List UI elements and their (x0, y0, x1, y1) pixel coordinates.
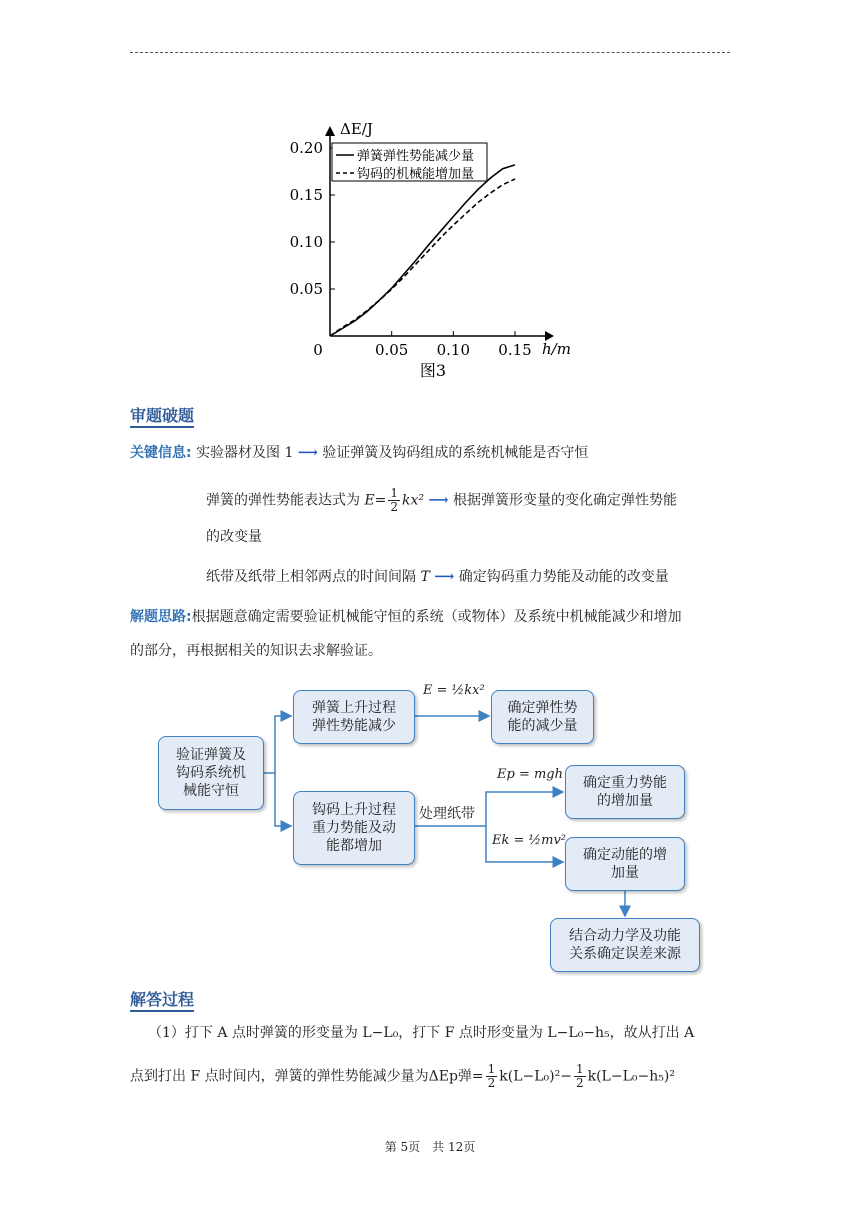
flow-box-hook: 钩码上升过程 重力势能及动 能都增加 (293, 791, 415, 865)
y-tick-label: 0.05 (289, 280, 323, 298)
solution-idea-line-2: 的部分，再根据相关的知识去求解验证。 (130, 643, 382, 659)
flow-box-spring: 弹簧上升过程 弹性势能减少 (293, 690, 415, 744)
y-tick-label: 0.15 (289, 186, 323, 204)
x-axis-label: h/m (542, 340, 571, 358)
arrow-icon: ⟶ (434, 569, 455, 585)
section-title-solution: 解答过程 (130, 987, 194, 1010)
arrow-icon: ⟶ (297, 445, 318, 461)
legend-label-1: 钩码的机械能增加量 (357, 167, 475, 182)
x-tick-label: 0.05 (374, 341, 409, 359)
y-tick-label: 0.20 (289, 139, 323, 157)
fraction-half: $\frac{1}{2}$ (390, 486, 399, 514)
key-info-line-1: 关键信息: 实验器材及图 1 ⟶ 验证弹簧及钩码组成的系统机械能是否守恒 (130, 445, 589, 461)
solution-line-2: 点到打出 F 点时间内，弹簧的弹性势能减少量为ΔEp弹= $\frac{1}{2}$ k(L−L₀)²− $\frac{1}{2}$ k(L−L₀−h₅)² (130, 1062, 675, 1090)
arrow-icon: ⟶ (428, 492, 449, 509)
key-info-label: 关键信息: (130, 445, 192, 461)
flow-box-elastic: 确定弹性势 能的减少量 (491, 690, 594, 744)
key-info-line-4: 纸带及纸带上相邻两点的时间间隔 T ⟶ 确定钩码重力势能及动能的改变量 (206, 569, 669, 585)
legend-label-0: 弹簧弹性势能减少量 (357, 149, 475, 164)
flow-box-error: 结合动力学及功能 关系确定误差来源 (550, 918, 700, 972)
solution-line-1: （1）打下 A 点时弹簧的形变量为 L−L₀，打下 F 点时形变量为 L−L₀−h₅，故从打出 A (148, 1025, 695, 1041)
page-footer: 第 5页 共 12页 (384, 1140, 476, 1154)
flow-label-Ep: Ep = mgh (497, 767, 563, 782)
flow-box-kinetic: 确定动能的增 加量 (565, 837, 685, 891)
y-tick-label: 0.10 (289, 233, 323, 251)
chart-title: 图3 (419, 361, 447, 380)
key-info-line-3: 的改变量 (206, 529, 262, 545)
x-tick-label: 0.10 (436, 341, 471, 359)
flow-label-process-tape: 处理纸带 (419, 806, 475, 822)
y-axis-label: ΔE/J (340, 120, 373, 138)
key-info-line-2: 弹簧的弹性势能表达式为 E= $\frac{1}{2}$ kx² ⟶ 根据弹簧形变量的变化确定弹性势能 (206, 486, 678, 514)
fraction-half: $\frac{1}{2}$ (575, 1062, 584, 1090)
fraction-half: $\frac{1}{2}$ (487, 1062, 496, 1090)
section-title-review: 审题破题 (130, 403, 194, 426)
flow-box-gravity: 确定重力势能 的增加量 (565, 765, 685, 819)
x-tick-label: 0 (313, 341, 323, 359)
solution-idea-line-1: 解题思路:根据题意确定需要验证机械能守恒的系统（或物体）及系统中机械能减少和增加 (130, 609, 682, 625)
solution-idea-label: 解题思路: (130, 609, 192, 625)
flow-label-E: E = ½kx² (423, 683, 485, 698)
flow-label-Ek: Ek = ½mv² (492, 833, 567, 848)
flow-box-root: 验证弹簧及 钩码系统机 械能守恒 (158, 736, 264, 810)
x-tick-label: 0.15 (498, 341, 532, 359)
